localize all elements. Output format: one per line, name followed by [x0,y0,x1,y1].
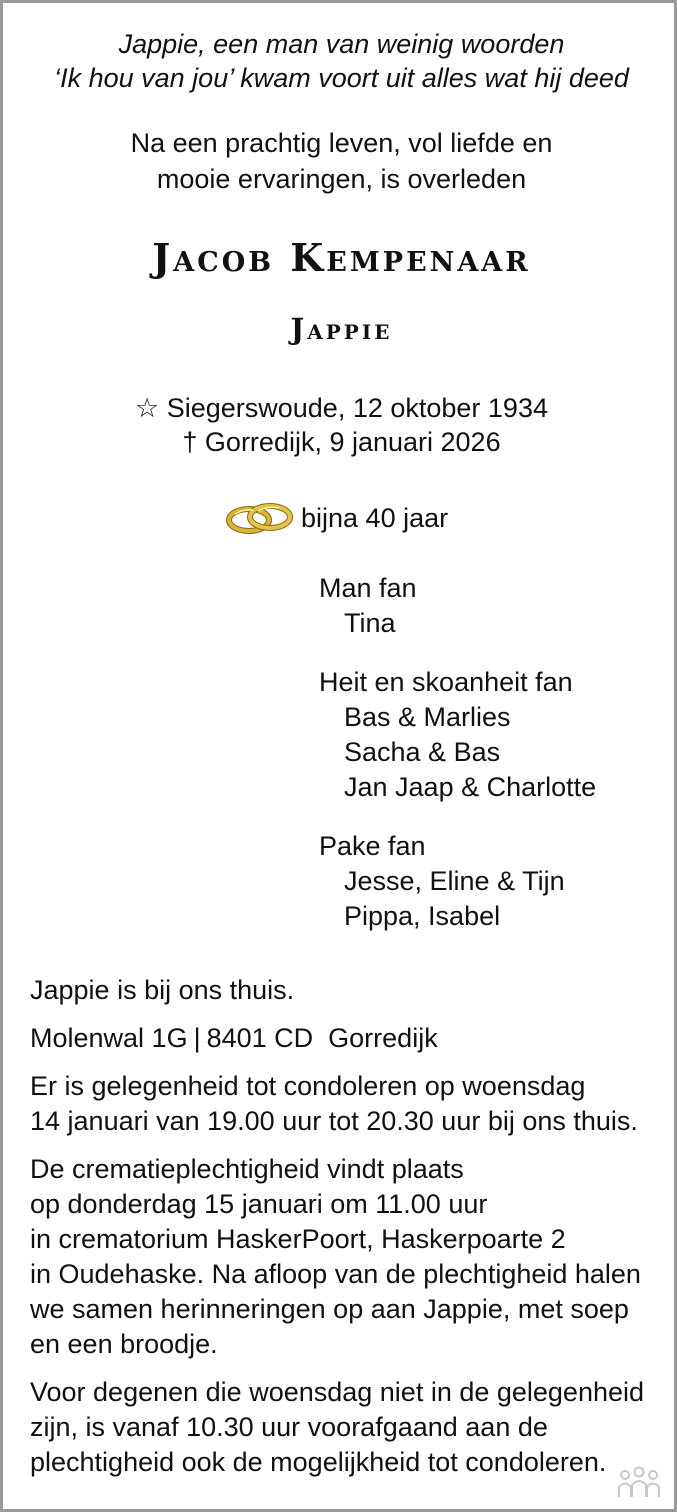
family-member: Tina [344,608,396,638]
deceased-name: Jacob Kempenaar [152,235,531,280]
text-line: plechtigheid ook de mogelijkheid tot condoleren. [30,1447,607,1477]
text-line: Er is gelegenheid tot condoleren op woensdag [30,1071,586,1101]
ceremony-text [30,1152,660,1362]
intro-text [3,125,677,197]
family-member: Bas & Marlies [344,702,511,732]
birth-line: ☆ Siegerswoude, 12 oktober 1934 [135,393,548,423]
family-group [319,571,596,641]
marriage-line [225,499,448,537]
family-group [319,665,596,805]
motto-line: Jappie, een man van weinig woorden [118,29,565,59]
family-relation: Heit en skoanheit fan [319,667,573,697]
text-line: we samen herinneringen op aan Jappie, met soep [30,1294,629,1324]
family-member: Sacha & Bas [344,737,501,767]
text-line: in Oudehaske. Na afloop van de plechtigheid halen [30,1259,641,1289]
deceased-nickname: Jappie [290,312,393,346]
text-line: 14 januari van 19.00 uur tot 20.30 uur bij ons thuis. [30,1106,638,1136]
text-line: De crematieplechtigheid vindt plaats [30,1154,464,1184]
family-member: Jesse, Eline & Tijn [344,866,565,896]
motto [3,27,677,95]
intro-line: Na een prachtig leven, vol liefde en [130,128,553,158]
family-relation: Man fan [319,573,417,603]
address-city: 8401 CD Gorredijk [206,1023,438,1053]
text-line: op donderdag 15 januari om 11.00 uur [30,1189,488,1219]
address-text [30,1021,660,1056]
condolence-text [30,1069,660,1139]
intro-line: mooie ervaringen, is overleden [156,164,527,194]
marriage-duration: bijna 40 jaar [301,502,449,533]
details-text [30,973,660,1493]
family-group [319,829,596,934]
death-line: † Gorredijk, 9 januari 2026 [182,427,501,457]
family-relation: Pake fan [319,831,426,861]
family-list [319,571,596,958]
text-line: zijn, is vanaf 10.30 uur voorafgaand aan de [30,1412,548,1442]
life-dates [3,391,677,459]
text-line: Voor degenen die woensdag niet in de gelegenheid [30,1377,645,1407]
at-home-text: Jappie is bij ons thuis. [30,975,295,1005]
alternative-text [30,1375,660,1480]
text-line: in crematorium HaskerPoort, Haskerpoarte 2 [30,1224,566,1254]
address-separator: | [193,1023,201,1053]
text-line: en een broodje. [30,1329,218,1359]
address-street: Molenwal 1G [30,1023,188,1053]
family-member: Jan Jaap & Charlotte [344,772,597,802]
people-group-icon [616,1465,662,1499]
wedding-rings-icon [225,499,295,537]
motto-line: ‘Ik hou van jou’ kwam voort uit alles wat hij deed [54,63,629,93]
family-member: Pippa, Isabel [344,901,501,931]
